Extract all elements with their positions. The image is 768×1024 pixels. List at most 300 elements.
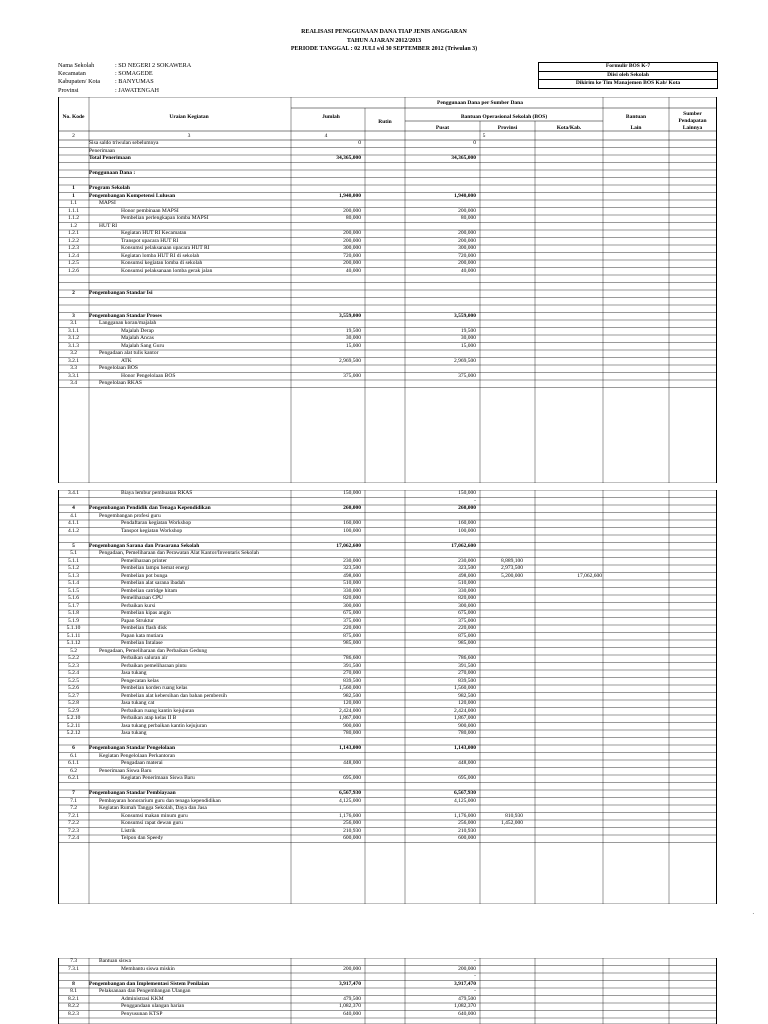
row-uraian: Pengadaan alat tulis kantor [99, 350, 159, 356]
row-pusat: 210,930 [458, 827, 476, 834]
table-row [59, 633, 716, 641]
row-kode: 7.2.3 [68, 827, 79, 834]
row-uraian: Pembelian alat sarana ibadah [121, 580, 185, 586]
row-uraian: Penggandaan ulangan harian [121, 1003, 185, 1009]
table-row [59, 610, 716, 618]
row-jumlah: 200,000 [343, 260, 361, 266]
table-row [59, 958, 716, 966]
table-row [59, 996, 716, 1004]
row-kode: 5.2 [70, 647, 77, 654]
row-uraian: Pembelian lampu hemat energi [121, 565, 190, 571]
row-uraian: Bantuan siswa [99, 958, 131, 964]
row-kode: 5.1.7 [68, 602, 79, 609]
row-pusat: 200,000 [458, 207, 476, 214]
row-uraian: Kegiatan HUT RI Kecamatan [121, 230, 187, 236]
row-pusat: - [474, 958, 476, 964]
row-kode: 3.1.3 [68, 342, 79, 349]
row-pusat: 375,000 [458, 617, 476, 624]
row-uraian: Biaya lembur pembuatan RKAS [121, 490, 193, 496]
row-uraian: Papan kata mutiara [121, 632, 164, 639]
row-kode: 7.2.2 [68, 820, 79, 826]
row-pusat: 780,000 [458, 730, 476, 736]
table-row [59, 625, 716, 633]
info-row [58, 62, 191, 70]
table-row [59, 753, 716, 761]
row-uraian: Membantu siswa miskin [121, 965, 175, 972]
row-kode: 5.2.3 [68, 662, 79, 669]
row-uraian: Pengembangan Standar Pembiayaan [89, 790, 176, 796]
row-pusat: 1,082,370 [454, 1003, 476, 1009]
table-row [59, 513, 716, 521]
row-kode: 8 [72, 980, 75, 987]
table-row [59, 973, 716, 981]
row-jumlah: 260,000 [343, 505, 361, 511]
row-kode: 7.2 [70, 805, 77, 811]
row-pusat: 448,000 [458, 760, 476, 766]
table-row [59, 223, 716, 231]
row-jumlah: 300,000 [343, 245, 361, 251]
row-kode: 3.4.1 [68, 490, 79, 496]
row-uraian: Pengadaan, Pemeliharaan dan Perawatan Alat Kantor/Inventaris Sekolah [99, 550, 259, 556]
row-kode: 3.1.1 [68, 327, 79, 334]
info-row [58, 87, 191, 95]
row-uraian: Penerimaan [89, 147, 115, 154]
row-jumlah: 6,567,930 [339, 790, 361, 796]
row-pusat: 900,000 [458, 722, 476, 729]
row-pusat: 600,000 [458, 835, 476, 841]
row-kode: 5.2.10 [66, 715, 81, 721]
row-uraian: Pengembangan dan Implementasi Sistem Penilaian [89, 980, 210, 987]
row-jumlah: 720,000 [343, 252, 361, 259]
table-row [59, 253, 716, 261]
row-jumlah: 120,000 [343, 700, 361, 706]
row-jumlah: 200,000 [343, 237, 361, 244]
row-uraian: Pengecatan kelas [121, 677, 159, 684]
row-kode: 1.2.2 [68, 237, 79, 244]
table-row [59, 988, 716, 996]
row-kode: 5.1.12 [66, 640, 81, 646]
row-kode: 6.1 [70, 752, 77, 759]
row-kode: 5.1.8 [68, 610, 79, 616]
table-section-2 [58, 490, 717, 904]
row-kode: 5.1.3 [68, 572, 79, 579]
row-pusat: 330,000 [458, 587, 476, 594]
table-row [59, 208, 716, 216]
header-pusat: Pusat [435, 125, 450, 131]
header-bos: Bantuan Operasional Sekolah (BOS) [460, 114, 548, 120]
row-uraian: Pembelian alat kebersihan dan bahan pembersih [121, 692, 227, 699]
row-kode: 1.2.3 [68, 245, 79, 251]
table-row [59, 783, 716, 791]
header-rutin: Rutin [378, 119, 392, 125]
row-jumlah: 1,867,000 [339, 715, 361, 721]
row-kode: 5.1.5 [68, 587, 79, 594]
table-row [59, 490, 716, 498]
row-jumlah: 1,560,000 [339, 685, 361, 691]
row-pusat: 985,000 [458, 640, 476, 646]
header-jumlah: Jumlah [322, 114, 340, 120]
row-kode: 1.1.1 [68, 207, 79, 214]
row-kode: 3.3.1 [68, 372, 79, 379]
row-jumlah: 200,000 [343, 207, 361, 214]
row-uraian: Pengembangan Pendidik dan Tenaga Kependidikan [89, 505, 211, 511]
row-pusat: 875,000 [458, 632, 476, 639]
header-num-5: 5 [482, 133, 486, 139]
row-kode: 7.3 [70, 958, 77, 964]
table-row [59, 505, 716, 513]
table-row [59, 558, 716, 566]
row-pusat: 270,000 [458, 670, 476, 676]
row-uraian: Pengadaan, Pemeliharaan dan Perbaikan Gedung [99, 647, 207, 654]
row-jumlah: 323,500 [343, 565, 361, 571]
info-label: Nama Sekolah [58, 62, 95, 69]
row-jumlah: 15,000 [345, 342, 361, 349]
table-row [59, 655, 716, 663]
row-jumlah: 80,000 [345, 215, 361, 221]
table-row [59, 618, 716, 626]
header-bantuan: Bantuan [625, 114, 647, 120]
row-jumlah: 675,000 [343, 610, 361, 616]
row-uraian: Konsumsi kegiatan lomba di sekolah [121, 260, 203, 266]
table-row [59, 350, 716, 358]
row-uraian: Perbaikan kursi [121, 602, 156, 609]
table-row [59, 543, 716, 551]
row-kode: 5.1.9 [68, 617, 79, 624]
header-uraian: Uraian Kegiatan [169, 114, 209, 120]
row-pusat: 30,000 [460, 335, 476, 341]
info-value: : SD NEGERI 2 SOKAWERA [115, 62, 192, 69]
row-pusat: 150,000 [458, 490, 476, 496]
table-row [59, 738, 716, 746]
row-kode: 5.1.6 [68, 595, 79, 601]
row-jumlah: 1,143,000 [339, 745, 361, 751]
row-pusat: 80,000 [460, 215, 476, 221]
row-jumlah: 100,000 [343, 527, 361, 534]
row-pusat: 391,500 [458, 662, 476, 669]
row-kode: 5.2.6 [68, 685, 79, 691]
table-row [59, 163, 716, 171]
header-kota: Kota/Kab. [556, 125, 582, 131]
row-jumlah: 1,940,000 [339, 192, 361, 199]
table-row [59, 238, 716, 246]
row-jumlah: 0 [358, 140, 361, 146]
report-title: REALISASI PENGGUNAAN DANA TIAP JENIS ANGGARAN [301, 29, 467, 35]
row-uraian: Pengembangan Sarana dan Prasarana Sekolah [89, 542, 200, 549]
row-uraian: Jasa tukang cat [121, 700, 155, 706]
row-uraian: Jasa tukang [121, 730, 147, 736]
row-provinsi: 5,200,000 [501, 572, 523, 579]
info-label: Kecamatan [58, 70, 86, 78]
info-label: Provinsi [58, 86, 79, 94]
table-row [59, 275, 716, 283]
row-kode: 3.4 [70, 380, 77, 386]
form-filled-by: Diisi oleh Sekolah [539, 72, 717, 81]
row-uraian: HUT RI [99, 222, 118, 229]
row-uraian: Pengembangan profesi guru [99, 512, 161, 519]
row-jumlah: 230,000 [343, 557, 361, 564]
table-row [59, 170, 716, 178]
info-row [58, 70, 191, 78]
header-num-2: 2 [72, 133, 75, 139]
row-kode: 3.1 [70, 320, 77, 326]
row-kode: 5.2.11 [66, 722, 81, 729]
row-pusat: 40,000 [460, 267, 476, 274]
row-uraian: Honor Pengelolaan BOS [121, 372, 176, 379]
row-kode: 1.2.6 [68, 267, 79, 274]
row-pusat: 510,000 [458, 580, 476, 586]
row-kode: 5.2.5 [68, 677, 79, 684]
row-kode: 1.2.1 [68, 230, 79, 236]
table-row [59, 678, 716, 686]
row-provinsi: 8,889,100 [501, 557, 523, 564]
row-pusat: 120,000 [458, 700, 476, 706]
row-provinsi: 1,452,000 [501, 820, 523, 826]
row-jumlah: 17,062,600 [336, 542, 361, 549]
table-row [59, 648, 716, 656]
row-kota: 17,062,600 [577, 572, 602, 579]
table-row [59, 981, 716, 989]
row-kode: 3.2 [70, 350, 77, 356]
row-pusat: 1,560,000 [454, 685, 476, 691]
row-kode: 2 [72, 290, 75, 296]
row-jumlah: 200,000 [343, 230, 361, 236]
row-pusat: 300,000 [458, 602, 476, 609]
row-pusat: 256,000 [458, 820, 476, 826]
row-uraian: Pengembangan Kompetensi Lulusan [89, 192, 176, 199]
table-row [59, 268, 716, 276]
table-row [59, 498, 716, 506]
row-uraian: Pemeliharaan CPU [121, 595, 164, 601]
row-kode: 5.1.10 [66, 625, 81, 631]
row-uraian: Pembelian catridge hitam [121, 587, 178, 594]
row-jumlah: 510,000 [343, 580, 361, 586]
row-jumlah: 4,125,000 [339, 797, 361, 804]
row-jumlah: 210,930 [343, 827, 361, 834]
info-label: Kabupaten/ Kota [58, 78, 101, 86]
row-pusat: 200,000 [458, 260, 476, 266]
table-row [59, 290, 716, 298]
page-mark: . [752, 910, 754, 916]
row-jumlah: 270,000 [343, 670, 361, 676]
row-uraian: Administrasi KKM [121, 995, 164, 1002]
row-uraian: Pembelian flash disk [121, 625, 167, 631]
table-row [59, 380, 716, 388]
table-row [59, 966, 716, 974]
row-kode: 8.2.1 [68, 995, 79, 1002]
row-kode: 1 [72, 192, 75, 199]
table-row [59, 700, 716, 708]
row-pusat: 200,000 [458, 965, 476, 972]
row-uraian: Jasa tukang perbaikan kantin kejujuran [121, 722, 207, 729]
table-row [59, 230, 716, 238]
row-pusat: 498,000 [458, 572, 476, 579]
row-pusat: 4,125,000 [454, 797, 476, 804]
row-kode: 4.1.2 [68, 527, 79, 534]
table-row [59, 828, 716, 836]
form-sent-to: Dikirim ke Tim Manajemen BOS Kab/ Kota [575, 80, 681, 86]
row-pusat: 200,000 [458, 237, 476, 244]
table-row [59, 313, 716, 321]
table-row [59, 693, 716, 701]
table-section-3 [58, 958, 717, 1024]
row-pusat: 1,176,000 [454, 812, 476, 819]
info-value: : BANYUMAS [115, 78, 154, 86]
row-pusat: 100,000 [458, 527, 476, 534]
table-row [59, 805, 716, 813]
table-row [59, 723, 716, 731]
row-pusat: 982,500 [458, 692, 476, 699]
row-uraian: Perbaikan ruang kantin kejujuran [121, 707, 195, 714]
table-row [59, 775, 716, 783]
row-jumlah: 256,000 [343, 820, 361, 826]
row-kode: 1 [72, 185, 75, 191]
row-uraian: Pembelian korden ruang kelas [121, 685, 188, 691]
row-jumlah: 780,000 [343, 730, 361, 736]
report-period: PERIODE TANGGAL : 02 JULI s/d 30 SEPTEMBER 2012 (Triwulan 3) [290, 46, 478, 52]
row-pusat: 2,424,000 [454, 707, 476, 714]
row-uraian: Perbaikan atap kelas II B [121, 715, 177, 721]
row-uraian: Kegiatan Pengelolaan Perkantoran [99, 752, 176, 759]
row-uraian: MAPSI [99, 200, 116, 206]
row-pusat: 220,000 [458, 625, 476, 631]
row-jumlah: 600,000 [343, 835, 361, 841]
row-jumlah: 985,000 [343, 640, 361, 646]
row-kode: 5.2.7 [68, 692, 79, 699]
row-uraian: Pengelolaan RKAS [99, 380, 142, 386]
table-row [59, 178, 716, 186]
table-row [59, 283, 716, 291]
row-kode: 6.2.1 [68, 775, 79, 781]
header-sumber: Sumber [683, 111, 702, 117]
table-row [59, 185, 716, 193]
table-row [59, 730, 716, 738]
row-uraian: Sisa saldo triwulan sebelumnya [89, 140, 159, 146]
row-kode: 5.2.12 [66, 730, 81, 736]
row-kode: 4.1.1 [68, 520, 79, 526]
row-kode: 5.1.11 [66, 632, 81, 639]
table-row [59, 670, 716, 678]
header-penggunaan-dana: Penggunaan Dana per Sumber Dana [437, 100, 523, 106]
table-row [59, 200, 716, 208]
table-row [59, 373, 716, 381]
row-jumlah: 900,000 [343, 722, 361, 729]
info-value: : JAWATENGAH [115, 86, 160, 94]
row-uraian: Konsumsi pelaksanaan upacara HUT RI [121, 245, 210, 251]
row-pusat: 820,000 [458, 595, 476, 601]
row-kode: 1.2 [70, 222, 77, 229]
table-row [59, 715, 716, 723]
table-row [59, 595, 716, 603]
row-uraian: Pemeliharaan printer [121, 557, 167, 564]
row-jumlah: 3,917,470 [339, 980, 361, 987]
row-jumlah: 640,000 [343, 1010, 361, 1017]
table-row [59, 343, 716, 351]
row-kode: 7.2.4 [68, 835, 79, 841]
row-pusat: 323,500 [458, 565, 476, 571]
row-jumlah: 695,000 [343, 775, 361, 781]
row-uraian: Konsumsi pelaksanaan lomba gerak jalan [121, 267, 213, 274]
row-kode: 8.2.2 [68, 1003, 79, 1009]
row-jumlah: 1,082,370 [339, 1003, 361, 1009]
row-kode: 6 [72, 745, 75, 751]
row-jumlah: 300,000 [343, 602, 361, 609]
row-uraian: Langganan koran/majalah [99, 320, 157, 326]
row-jumlah: 160,000 [343, 520, 361, 526]
form-code: Formulir BOS K-7 [539, 63, 717, 72]
table-row [59, 550, 716, 558]
row-jumlah: 40,000 [345, 267, 361, 274]
row-uraian: Kegiatan Penerimaan Siswa Baru [121, 775, 195, 781]
header-lain: Lain [630, 125, 642, 131]
table-row [59, 573, 716, 581]
row-uraian: Tanspot kegiatan Workshop [121, 527, 183, 534]
table-row [59, 520, 716, 528]
row-pusat: 260,000 [458, 505, 476, 511]
row-uraian: Total Penerimaan [89, 155, 131, 161]
row-pusat: 720,000 [458, 252, 476, 259]
table-row [59, 798, 716, 806]
row-uraian: Majalah Sang Guru [121, 342, 165, 349]
table-row [59, 335, 716, 343]
row-pusat: 0 [473, 140, 476, 146]
form-box [538, 62, 718, 89]
row-kode: 1.2.4 [68, 252, 79, 259]
header-lainnya: Lainnya [682, 125, 703, 131]
row-kode: 5 [72, 542, 75, 549]
row-pusat: 34,365,000 [451, 155, 476, 161]
row-pusat: 19,500 [460, 327, 476, 334]
row-kode: 5.2.9 [68, 707, 79, 714]
row-uraian: Pembelian perlengkapan lomba MAPSI [121, 215, 209, 221]
row-pusat: 3,559,000 [454, 312, 476, 319]
table-row [59, 260, 716, 268]
header-num-4: 4 [324, 133, 328, 139]
row-uraian: Kegiatan Rumah Tangga Sekolah, Daya dan Jasa [99, 805, 207, 811]
table-row [59, 148, 716, 156]
row-pusat: 300,000 [458, 245, 476, 251]
table-row [59, 813, 716, 821]
table-row [59, 1003, 716, 1011]
row-pusat: 230,000 [458, 557, 476, 564]
row-jumlah: 200,000 [343, 965, 361, 972]
info-value: : SOMAGEDE [115, 70, 153, 78]
row-kode: 5.2.8 [68, 700, 79, 706]
row-uraian: Pendaftaran kegiatan Workshop [121, 520, 192, 526]
row-jumlah: 330,000 [343, 587, 361, 594]
row-kode: 1.2.5 [68, 260, 79, 266]
row-uraian: Program Sekolah [89, 185, 130, 191]
row-pusat: 6,567,930 [454, 790, 476, 796]
row-jumlah: 982,500 [343, 692, 361, 699]
row-jumlah: 839,500 [343, 677, 361, 684]
row-uraian: Penyusunan KTSP [121, 1010, 163, 1017]
table-row [59, 685, 716, 693]
row-kode: 7.2.1 [68, 812, 79, 819]
row-pusat: 375,000 [458, 372, 476, 379]
row-kode: 7.3.1 [68, 965, 79, 972]
row-jumlah: 391,500 [343, 662, 361, 669]
table-row [59, 245, 716, 253]
row-kode: 3 [72, 312, 75, 319]
row-uraian: Pengembangan Standar Proses [89, 312, 162, 319]
row-jumlah: 150,000 [343, 490, 361, 496]
row-uraian: Listrik [121, 827, 136, 834]
row-jumlah: 2,424,000 [339, 707, 361, 714]
row-pusat: 1,940,000 [454, 192, 476, 199]
row-pusat: 3,917,470 [454, 980, 476, 987]
table-row [59, 155, 716, 163]
row-pusat: 786,600 [458, 655, 476, 661]
